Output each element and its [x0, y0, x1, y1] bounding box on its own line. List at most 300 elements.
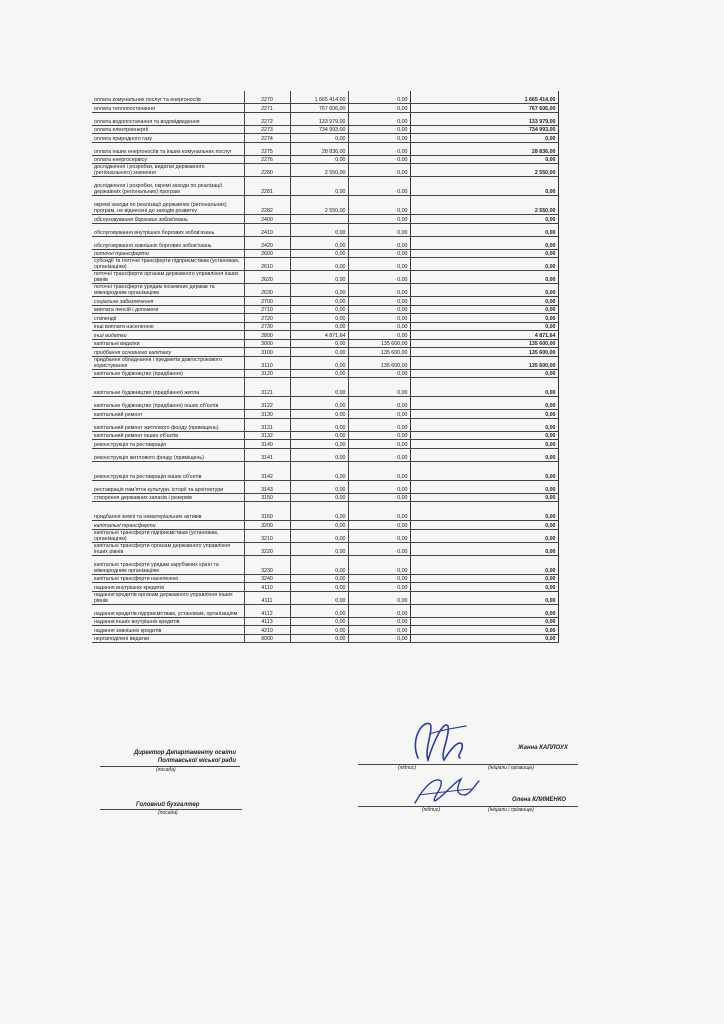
row-fact-amount: 0,00: [348, 502, 410, 521]
row-fact-amount: 0,00: [348, 236, 410, 249]
row-fact-amount: 0,00: [348, 555, 410, 574]
row-plan-amount: 0,00: [290, 591, 348, 604]
row-total-amount: 0,00: [410, 493, 558, 502]
table-row: [92, 331, 558, 340]
row-code: 2800: [244, 331, 290, 340]
row-total-amount: 135 600,00: [410, 339, 558, 348]
row-total-amount: 0,00: [410, 431, 558, 440]
row-fact-amount: 0,00: [348, 258, 410, 271]
table-row: [92, 155, 558, 164]
row-plan-amount: 0,00: [290, 258, 348, 271]
row-plan-amount: 28 836,00: [290, 142, 348, 155]
table-row: [92, 502, 558, 521]
row-plan-amount: 0,00: [290, 440, 348, 449]
row-code: 3142: [244, 461, 290, 480]
row-code: 3150: [244, 493, 290, 502]
row-total-amount: 135 600,00: [410, 348, 558, 357]
row-plan-amount: 0,00: [290, 339, 348, 348]
table-row: [92, 378, 558, 397]
row-total-amount: 0,00: [410, 223, 558, 236]
row-plan-amount: 0,00: [290, 574, 348, 583]
row-fact-amount: 0,00: [348, 626, 410, 635]
row-name: нерозподілені видатки: [92, 634, 244, 643]
row-name: капітальні видатки: [92, 339, 244, 348]
table-row: [92, 223, 558, 236]
row-total-amount: 0,00: [410, 155, 558, 164]
row-fact-amount: 0,00: [348, 284, 410, 297]
table-row: [92, 249, 558, 258]
row-total-amount: 0,00: [410, 177, 558, 196]
table-row: [92, 322, 558, 331]
table-row: [92, 305, 558, 314]
row-code: 2273: [244, 125, 290, 134]
row-plan-amount: 0,00: [290, 397, 348, 410]
row-code: 2281: [244, 177, 290, 196]
row-fact-amount: 0,00: [348, 418, 410, 431]
row-total-amount: 1 665 414,00: [410, 91, 558, 104]
row-plan-amount: 0,00: [290, 369, 348, 378]
row-fact-amount: 0,00: [348, 431, 410, 440]
row-code: 4112: [244, 604, 290, 617]
row-code: 2610: [244, 258, 290, 271]
row-code: 9000: [244, 634, 290, 643]
row-plan-amount: 0,00: [290, 356, 348, 369]
row-name: дослідження і розробки, окремі заходи по реалізації державних (регіональних) програм: [92, 177, 244, 196]
row-name: надання кредитів підприємствам, установам, організаціям: [92, 604, 244, 617]
row-code: 3000: [244, 339, 290, 348]
row-name: капітальний ремонт житлового фонду (приміщень): [92, 418, 244, 431]
row-code: 2600: [244, 249, 290, 258]
row-total-amount: 0,00: [410, 480, 558, 493]
row-plan-amount: 0,00: [290, 249, 348, 258]
row-code: 3220: [244, 542, 290, 555]
director-signature-scribble: [400, 710, 480, 770]
table-row: [92, 617, 558, 626]
row-name: капітальні трансферти підприємствам (установам, організаціям): [92, 529, 244, 542]
table-row: [92, 397, 558, 410]
row-name: створення державних запасів і резервів: [92, 493, 244, 502]
row-code: 4210: [244, 626, 290, 635]
row-code: 3200: [244, 521, 290, 530]
row-total-amount: 0,00: [410, 369, 558, 378]
row-name: капітальне будівництво (придбання) інших об'єктів: [92, 397, 244, 410]
row-total-amount: 133 979,00: [410, 112, 558, 125]
row-code: 2276: [244, 155, 290, 164]
table-row: [92, 634, 558, 643]
row-plan-amount: 0,00: [290, 461, 348, 480]
director-position-caption: (посада): [156, 767, 176, 773]
accountant-block: [100, 798, 580, 828]
row-total-amount: 0,00: [410, 258, 558, 271]
row-name: обслуговування внутрішніх боргових зобов'язань: [92, 223, 244, 236]
row-code: 3240: [244, 574, 290, 583]
row-code: 3140: [244, 440, 290, 449]
row-code: 2720: [244, 314, 290, 323]
row-plan-amount: 1 665 414,00: [290, 91, 348, 104]
row-total-amount: 0,00: [410, 448, 558, 461]
row-plan-amount: 0,00: [290, 431, 348, 440]
row-name: реконструкція житлового фонду (приміщень): [92, 448, 244, 461]
row-fact-amount: 0,00: [348, 634, 410, 643]
table-row: [92, 142, 558, 155]
row-name: оплата інших енергоносіїв та інших комунальних послуг: [92, 142, 244, 155]
row-plan-amount: 0,00: [290, 529, 348, 542]
row-total-amount: 0,00: [410, 574, 558, 583]
row-code: 3210: [244, 529, 290, 542]
row-code: 3141: [244, 448, 290, 461]
accountant-name: Олена КЛИМЕНКО: [512, 797, 567, 803]
row-code: 2630: [244, 284, 290, 297]
row-fact-amount: 0,00: [348, 574, 410, 583]
row-fact-amount: 0,00: [348, 583, 410, 592]
row-total-amount: 0,00: [410, 461, 558, 480]
row-name: капітальні трансферти: [92, 521, 244, 530]
row-code: 2274: [244, 134, 290, 143]
row-total-amount: 0,00: [410, 284, 558, 297]
table-row: [92, 555, 558, 574]
row-plan-amount: 0,00: [290, 555, 348, 574]
row-plan-amount: 0,00: [290, 155, 348, 164]
row-plan-amount: 0,00: [290, 480, 348, 493]
accountant-title: Головний бухгалтер: [136, 802, 200, 808]
row-plan-amount: 133 979,00: [290, 112, 348, 125]
row-total-amount: 0,00: [410, 305, 558, 314]
row-fact-amount: 0,00: [348, 480, 410, 493]
row-code: 2420: [244, 236, 290, 249]
director-title-line-1: Директор Департаменту освіти: [133, 750, 236, 756]
row-total-amount: 0,00: [410, 297, 558, 306]
row-plan-amount: 0,00: [290, 418, 348, 431]
row-fact-amount: 0,00: [348, 142, 410, 155]
row-name: придбання обладнання і предметів довгострокового користування: [92, 356, 244, 369]
row-total-amount: 0,00: [410, 215, 558, 224]
row-fact-amount: 0,00: [348, 604, 410, 617]
table-row: [92, 236, 558, 249]
row-name: капітальні трансферти органам державного управління інших рівнів: [92, 542, 244, 555]
director-block: [100, 745, 580, 790]
row-code: 2272: [244, 112, 290, 125]
row-total-amount: 0,00: [410, 555, 558, 574]
table-row: [92, 604, 558, 617]
table-row: [92, 626, 558, 635]
table-row: [92, 461, 558, 480]
row-total-amount: 0,00: [410, 378, 558, 397]
row-name: оплата комунальних послуг та енергоносіїв: [92, 91, 244, 104]
row-name: інші видатки: [92, 331, 244, 340]
row-name: оплата теплопостачання: [92, 104, 244, 113]
row-name: стипендії: [92, 314, 244, 323]
table-row: [92, 104, 558, 113]
row-plan-amount: 4 871,64: [290, 331, 348, 340]
row-plan-amount: 0,00: [290, 617, 348, 626]
row-code: 2710: [244, 305, 290, 314]
row-plan-amount: 0,00: [290, 134, 348, 143]
row-total-amount: 2 550,00: [410, 196, 558, 215]
table-row: [92, 112, 558, 125]
row-total-amount: 0,00: [410, 502, 558, 521]
row-fact-amount: 0,00: [348, 322, 410, 331]
table-row: [92, 369, 558, 378]
table-row: [92, 493, 558, 502]
row-total-amount: 767 606,00: [410, 104, 558, 113]
row-total-amount: 0,00: [410, 271, 558, 284]
row-code: 4113: [244, 617, 290, 626]
row-plan-amount: 0,00: [290, 284, 348, 297]
row-fact-amount: 0,00: [348, 440, 410, 449]
row-fact-amount: 135 600,00: [348, 339, 410, 348]
table-row: [92, 284, 558, 297]
director-initials-caption: (ініціали і прізвище): [488, 765, 534, 771]
row-code: 3122: [244, 397, 290, 410]
row-code: 2271: [244, 104, 290, 113]
row-fact-amount: 0,00: [348, 314, 410, 323]
row-plan-amount: 0,00: [290, 521, 348, 530]
row-plan-amount: 2 550,00: [290, 196, 348, 215]
row-plan-amount: 2 550,00: [290, 164, 348, 177]
row-plan-amount: 0,00: [290, 634, 348, 643]
row-name: обслуговування боргових зобов'язань: [92, 215, 244, 224]
row-fact-amount: 0,00: [348, 223, 410, 236]
row-fact-amount: 0,00: [348, 305, 410, 314]
director-signature-caption: (підпис): [398, 765, 416, 771]
accountant-position-caption: (посада): [158, 810, 178, 816]
row-fact-amount: 0,00: [348, 215, 410, 224]
row-name: капітальне будівництво (придбання) житла: [92, 378, 244, 397]
row-total-amount: 0,00: [410, 322, 558, 331]
row-code: 3121: [244, 378, 290, 397]
row-name: реконструкція та реставрація: [92, 440, 244, 449]
row-total-amount: 0,00: [410, 236, 558, 249]
row-fact-amount: 0,00: [348, 271, 410, 284]
row-fact-amount: 135 600,00: [348, 348, 410, 357]
row-fact-amount: 0,00: [348, 369, 410, 378]
row-name: субсидії та поточні трансферти підприємствам (установам, організаціям): [92, 258, 244, 271]
row-total-amount: 4 871,64: [410, 331, 558, 340]
row-name: інші виплати населенню: [92, 322, 244, 331]
table-row: [92, 574, 558, 583]
row-name: капітальне будівництво (придбання): [92, 369, 244, 378]
row-name: надання зовнішніх кредитів: [92, 626, 244, 635]
director-name: Жанна КАПЛОУХ: [518, 745, 568, 751]
row-name: соціальне забезпечення: [92, 297, 244, 306]
table-row: [92, 348, 558, 357]
table-row: [92, 583, 558, 592]
row-plan-amount: 0,00: [290, 583, 348, 592]
row-name: капітальний ремонт інших об'єктів: [92, 431, 244, 440]
row-total-amount: 28 836,00: [410, 142, 558, 155]
row-fact-amount: 0,00: [348, 196, 410, 215]
row-fact-amount: 0,00: [348, 112, 410, 125]
row-fact-amount: 0,00: [348, 529, 410, 542]
row-plan-amount: 0,00: [290, 604, 348, 617]
row-fact-amount: 0,00: [348, 104, 410, 113]
row-name: оплата природного газу: [92, 134, 244, 143]
expenditure-table: [92, 91, 559, 643]
row-code: 3160: [244, 502, 290, 521]
row-total-amount: 0,00: [410, 249, 558, 258]
row-plan-amount: [290, 215, 348, 224]
row-name: реконструкція та реставрація інших об'єктів: [92, 461, 244, 480]
row-plan-amount: 0,00: [290, 542, 348, 555]
table-row: [92, 125, 558, 134]
row-total-amount: 0,00: [410, 397, 558, 410]
row-total-amount: 0,00: [410, 314, 558, 323]
row-name: поточні трансферти: [92, 249, 244, 258]
row-code: 2282: [244, 196, 290, 215]
row-name: дослідження і розробки, видатки державного (регіонального) значення: [92, 164, 244, 177]
row-name: оплата енергосервісу: [92, 155, 244, 164]
row-fact-amount: 0,00: [348, 542, 410, 555]
table-row: [92, 418, 558, 431]
row-plan-amount: 0,00: [290, 314, 348, 323]
row-name: окремі заходи по реалізації державних (регіональних) програм, не віднесені до заходів розвитку: [92, 196, 244, 215]
row-name: обслуговування зовнішніх боргових зобов'язань: [92, 236, 244, 249]
row-fact-amount: 0,00: [348, 125, 410, 134]
row-name: оплата водопостачання та водовідведення: [92, 112, 244, 125]
table-row: [92, 431, 558, 440]
row-code: 3230: [244, 555, 290, 574]
row-plan-amount: 0,00: [290, 236, 348, 249]
row-plan-amount: 0,00: [290, 348, 348, 357]
row-code: 4110: [244, 583, 290, 592]
row-plan-amount: 0,00: [290, 626, 348, 635]
row-plan-amount: 734 993,00: [290, 125, 348, 134]
row-name: капітальний ремонт: [92, 410, 244, 419]
table-row: [92, 542, 558, 555]
row-plan-amount: 0,00: [290, 305, 348, 314]
row-name: надання внутрішніх кредитів: [92, 583, 244, 592]
row-code: 3120: [244, 369, 290, 378]
row-plan-amount: 0,00: [290, 177, 348, 196]
table-row: [92, 529, 558, 542]
table-row: [92, 448, 558, 461]
row-name: оплата електроенергії: [92, 125, 244, 134]
row-code: 3100: [244, 348, 290, 357]
row-total-amount: 0,00: [410, 617, 558, 626]
table-row: [92, 521, 558, 530]
row-name: придбання землі та нематеріальних активів: [92, 502, 244, 521]
row-total-amount: 0,00: [410, 604, 558, 617]
table-row: [92, 440, 558, 449]
row-fact-amount: 0,00: [348, 155, 410, 164]
row-total-amount: 0,00: [410, 440, 558, 449]
row-plan-amount: 0,00: [290, 378, 348, 397]
table-row: [92, 314, 558, 323]
row-code: 3130: [244, 410, 290, 419]
row-code: 2270: [244, 91, 290, 104]
row-code: 2410: [244, 223, 290, 236]
table-row: [92, 271, 558, 284]
table-row: [92, 258, 558, 271]
row-total-amount: 0,00: [410, 418, 558, 431]
row-name: придбання основного капіталу: [92, 348, 244, 357]
row-fact-amount: 0,00: [348, 617, 410, 626]
row-fact-amount: 0,00: [348, 134, 410, 143]
row-code: 2275: [244, 142, 290, 155]
row-total-amount: 135 600,00: [410, 356, 558, 369]
accountant-signature-scribble: [405, 765, 485, 815]
row-fact-amount: 0,00: [348, 591, 410, 604]
row-fact-amount: 0,00: [348, 177, 410, 196]
row-total-amount: 734 993,00: [410, 125, 558, 134]
row-plan-amount: 767 606,00: [290, 104, 348, 113]
row-code: 2620: [244, 271, 290, 284]
row-code: 3132: [244, 431, 290, 440]
row-fact-amount: 0,00: [348, 331, 410, 340]
table-row: [92, 297, 558, 306]
director-title-line-2: Полтавської міської ради: [157, 758, 236, 764]
row-fact-amount: 0,00: [348, 164, 410, 177]
table-row: [92, 134, 558, 143]
row-fact-amount: 0,00: [348, 249, 410, 258]
row-name: поточні трансферти органам державного управління інших рівнів: [92, 271, 244, 284]
row-plan-amount: 0,00: [290, 223, 348, 236]
row-code: 2280: [244, 164, 290, 177]
row-plan-amount: 0,00: [290, 448, 348, 461]
row-total-amount: 0,00: [410, 410, 558, 419]
row-name: капітальні трансферти населенню: [92, 574, 244, 583]
row-code: 2730: [244, 322, 290, 331]
row-total-amount: 0,00: [410, 134, 558, 143]
row-fact-amount: 0,00: [348, 397, 410, 410]
row-plan-amount: 0,00: [290, 410, 348, 419]
row-code: 2700: [244, 297, 290, 306]
row-fact-amount: 135 600,00: [348, 356, 410, 369]
row-code: 3110: [244, 356, 290, 369]
row-fact-amount: 0,00: [348, 297, 410, 306]
row-fact-amount: 0,00: [348, 378, 410, 397]
table-row: [92, 410, 558, 419]
row-name: виплата пенсій і допомоги: [92, 305, 244, 314]
table-body: [92, 91, 558, 643]
row-fact-amount: 0,00: [348, 493, 410, 502]
table-row: [92, 339, 558, 348]
table-row: [92, 356, 558, 369]
row-plan-amount: 0,00: [290, 502, 348, 521]
table-row: [92, 480, 558, 493]
table-row: [92, 177, 558, 196]
row-name: капітальні трансферти урядам зарубіжних країн та міжнародним організаціям: [92, 555, 244, 574]
row-total-amount: 0,00: [410, 521, 558, 530]
row-name: надання інших внутрішніх кредитів: [92, 617, 244, 626]
row-total-amount: 0,00: [410, 529, 558, 542]
row-plan-amount: 0,00: [290, 322, 348, 331]
row-code: 3131: [244, 418, 290, 431]
row-total-amount: 2 550,00: [410, 164, 558, 177]
row-fact-amount: 0,00: [348, 448, 410, 461]
row-plan-amount: 0,00: [290, 271, 348, 284]
table-row: [92, 591, 558, 604]
accountant-signature-caption: (підпис): [422, 807, 440, 813]
row-plan-amount: 0,00: [290, 493, 348, 502]
row-plan-amount: 0,00: [290, 297, 348, 306]
row-code: 4111: [244, 591, 290, 604]
row-name: реставрація пам'яток культури, історії та архітектури: [92, 480, 244, 493]
accountant-initials-caption: (ініціали і прізвище): [488, 807, 534, 813]
row-code: 2400: [244, 215, 290, 224]
row-total-amount: 0,00: [410, 542, 558, 555]
row-total-amount: 0,00: [410, 583, 558, 592]
row-fact-amount: 0,00: [348, 91, 410, 104]
row-total-amount: 0,00: [410, 626, 558, 635]
row-fact-amount: 0,00: [348, 521, 410, 530]
table-row: [92, 215, 558, 224]
table-row: [92, 164, 558, 177]
row-fact-amount: 0,00: [348, 410, 410, 419]
row-fact-amount: 0,00: [348, 461, 410, 480]
row-code: 3143: [244, 480, 290, 493]
row-name: поточні трансферти урядам іноземних держав та міжнародним організаціям: [92, 284, 244, 297]
